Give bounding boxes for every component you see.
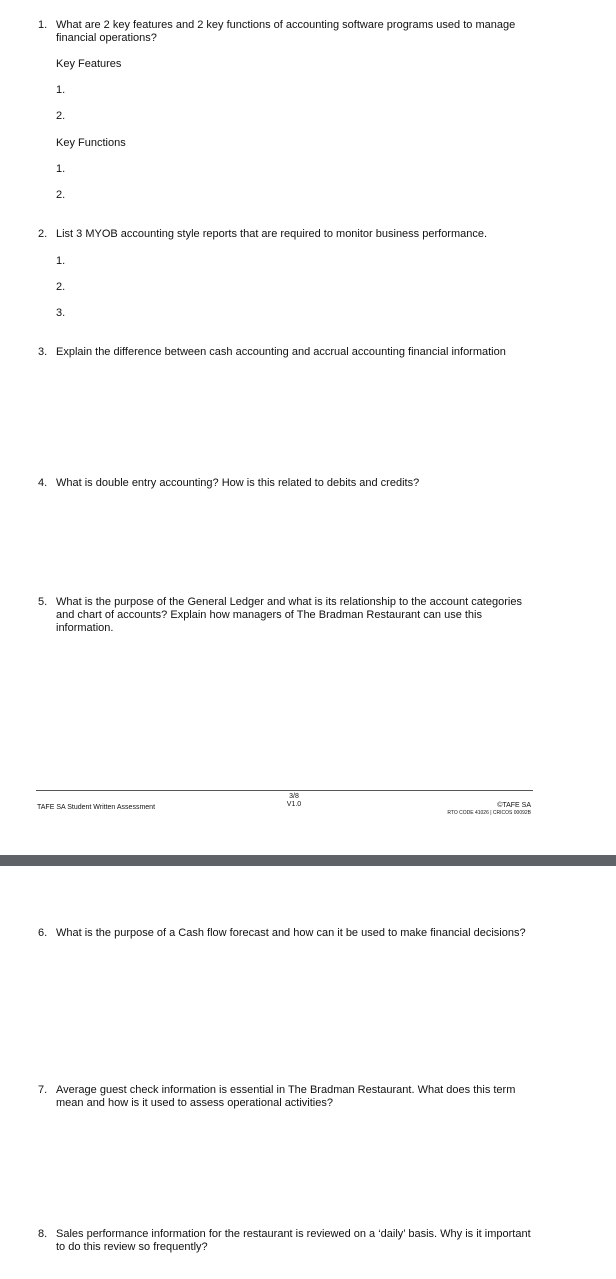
question-2-number: 2. [38,228,48,240]
question-1-text: What are 2 key features and 2 key functions of accounting software programs used to manage financial operations? [56,19,516,44]
key-functions-label: Key Functions [56,137,126,149]
document-page-4 [0,866,616,1279]
question-8-number: 8. [38,1228,48,1240]
key-features-label: Key Features [56,58,122,70]
footer-rto-code: RTO CODE 41026 | CRICOS 00092B [447,810,531,816]
question-7-text: Average guest check information is essential in The Bradman Restaurant. What does this term mean and how is it used to assess operational activities? [56,1084,516,1109]
question-1-number: 1. [38,19,48,31]
question-4-number: 4. [38,477,48,489]
footer-page-number: 3/8 [289,793,299,800]
footer-page-info [276,793,312,809]
function-item-2: 2. [56,189,66,201]
function-item-1: 1. [56,163,66,175]
footer-version: V1.0 [286,801,302,808]
feature-item-1: 1. [56,84,66,96]
page-separator [0,855,616,866]
question-8-text: Sales performance information for the restaurant is reviewed on a ‘daily’ basis. Why is it important to do this review so frequently? [56,1228,531,1253]
question-3-text: Explain the difference between cash accounting and accrual accounting financial information [56,346,506,358]
question-2-text: List 3 MYOB accounting style reports that are required to monitor business performance. [56,228,488,240]
feature-item-2: 2. [56,110,66,122]
question-6-text: What is the purpose of a Cash flow forecast and how can it be used to make financial decisions? [56,927,526,939]
question-6-number: 6. [38,927,48,939]
report-item-2: 2. [56,281,66,293]
report-item-1: 1. [56,255,66,267]
question-4-text: What is double entry accounting? How is this related to debits and credits? [56,477,420,489]
question-7-number: 7. [38,1084,48,1096]
footer-copyright-block [400,802,531,817]
question-3-number: 3. [38,346,48,358]
question-5-number: 5. [38,596,48,608]
report-item-3: 3. [56,307,66,319]
question-5-text: What is the purpose of the General Ledger and what is its relationship to the account categories and chart of accounts? Explain how managers of The Bradman Restaurant can use this information. [56,596,522,634]
footer-assessment-title: TAFE SA Student Written Assessment [37,804,156,811]
footer-divider [36,790,533,791]
footer-copyright: ©TAFE SA [497,802,531,809]
